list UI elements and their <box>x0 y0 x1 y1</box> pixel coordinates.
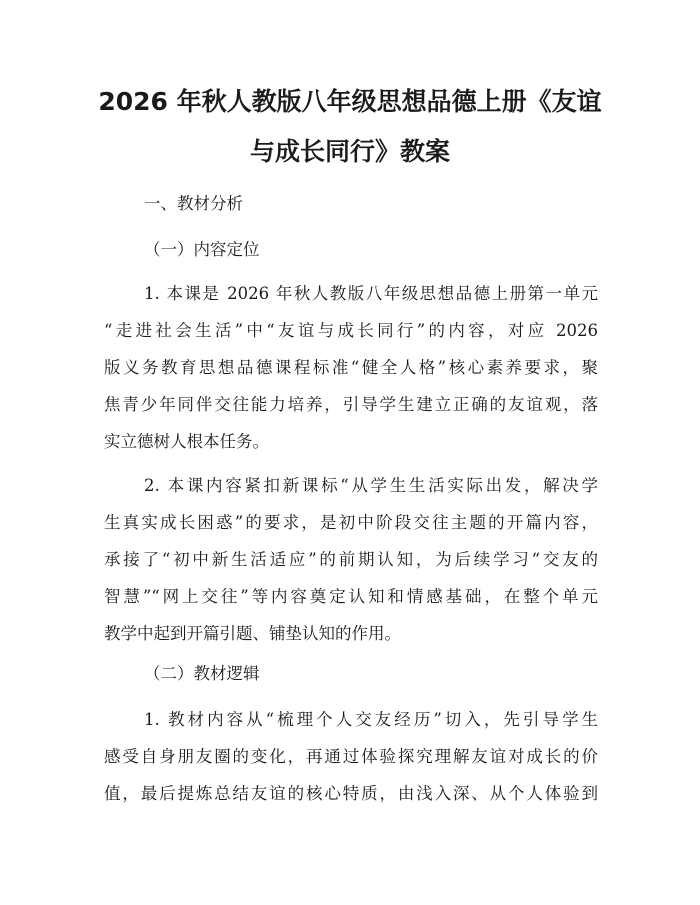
subsection-heading-textbook-logic: （二）教材逻辑 <box>144 664 260 683</box>
paragraph-line: 1. 教材内容从“梳理个人交友经历”切入，先引导学生 <box>144 710 598 729</box>
paragraph-3 <box>104 709 598 820</box>
paragraph-line: 感受自身朋友圈的变化，再通过体验探究理解友谊对成长的价 <box>104 747 598 766</box>
paragraph-line: 实立德树人根本任务。 <box>104 432 269 451</box>
paragraph-1 <box>104 283 598 468</box>
paragraph-line: 教学中起到开篇引题、铺垫认知的作用。 <box>104 624 401 643</box>
paragraph-line: 智慧”“网上交往”等内容奠定认知和情感基础，在整个单元 <box>104 587 598 606</box>
paragraph-line: 2. 本课内容紧扣新课标“从学生生活实际出发，解决学 <box>144 476 598 495</box>
paragraph-line: 版义务教育思想品德课程标准“健全人格”核心素养要求，聚 <box>104 358 598 377</box>
paragraph-line: 承接了“初中新生活适应”的前期认知，为后续学习“交友的 <box>104 550 598 569</box>
section-heading-textbook-analysis: 一、教材分析 <box>144 194 243 213</box>
paragraph-line: 1. 本课是 2026 年秋人教版八年级思想品德上册第一单元 <box>144 284 598 303</box>
paragraph-line: 生真实成长困惑”的要求，是初中阶段交往主题的开篇内容， <box>104 513 598 532</box>
document-title-line-2: 与成长同行》教案 <box>249 137 450 166</box>
document-title-line-1: 2026 年秋人教版八年级思想品德上册《友谊 <box>98 87 602 116</box>
subsection-heading-content-positioning: （一）内容定位 <box>144 240 260 259</box>
paragraph-line: 值，最后提炼总结友谊的核心特质，由浅入深、从个人体验到 <box>104 784 598 803</box>
paragraph-line: “走进社会生活”中“友谊与成长同行”的内容，对应 2026 <box>104 321 598 340</box>
paragraph-line: 焦青少年同伴交往能力培养，引导学生建立正确的友谊观，落 <box>104 395 598 414</box>
paragraph-2 <box>104 475 598 660</box>
